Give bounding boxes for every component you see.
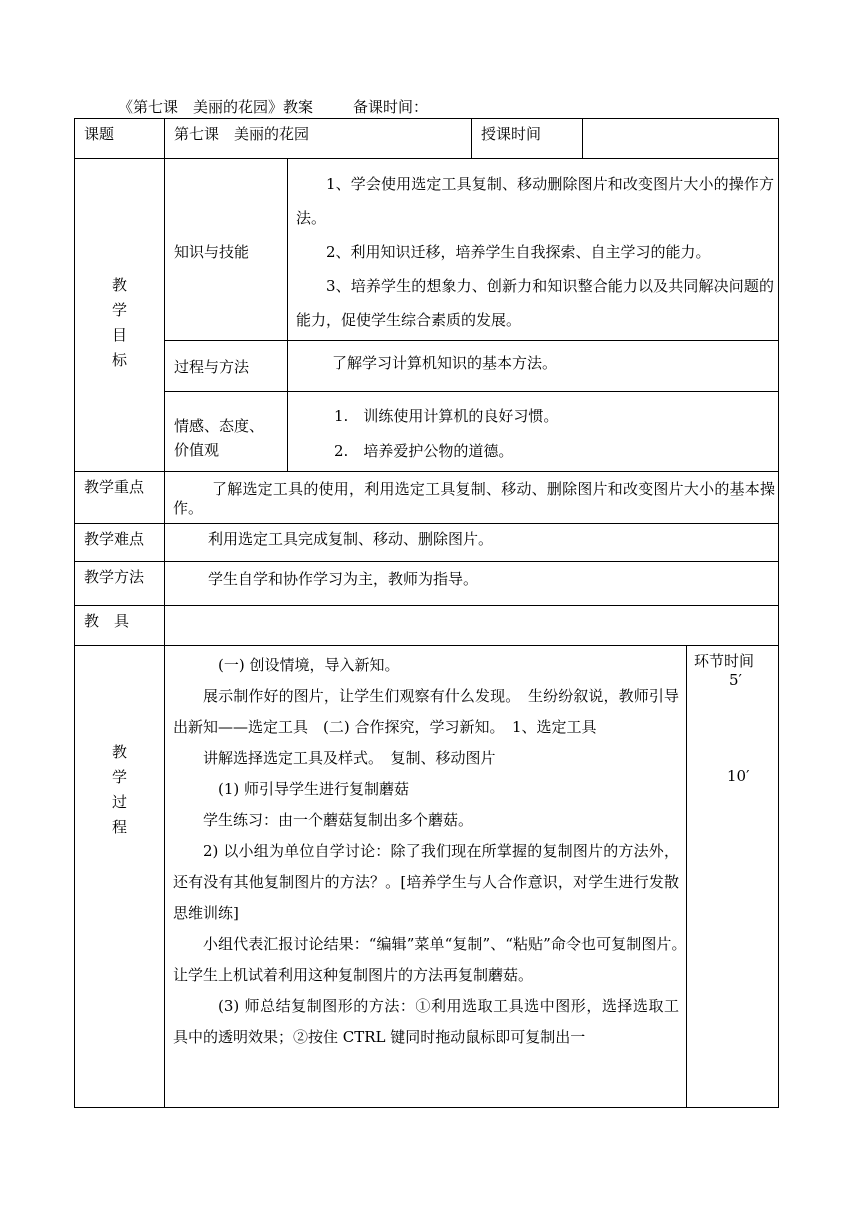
process-label: 过程与方法	[174, 358, 250, 376]
time-value-2: 10′	[727, 767, 750, 785]
process-time-cell	[686, 645, 779, 1108]
prep-time-label: 备课时间：	[353, 98, 429, 116]
key-points-text: 了解选定工具的使用，利用选定工具复制、移动、删除图片和改变图片大小的基本操作。	[173, 480, 775, 517]
process-paragraph: (3) 师总结复制图形的方法：①利用选取工具选中图形，选择选取工具中的透明效果；②按住 CTRL 键同时拖动鼠标即可复制出一	[173, 997, 679, 1046]
methods-label-cell	[74, 561, 164, 605]
knowledge-item: 1、学会使用选定工具复制、移动删除图片和改变图片大小的操作方法。	[296, 175, 774, 227]
emotion-label: 情感、态度、 价值观	[174, 417, 265, 459]
tools-label: 教 具	[84, 612, 130, 630]
objectives-label: 教 学 目 标	[111, 276, 127, 369]
time-value-1: 5′	[729, 671, 742, 689]
knowledge-content-cell	[287, 158, 779, 340]
process-section-content-cell	[164, 645, 695, 1108]
key-points-label: 教学重点	[84, 478, 145, 496]
process-section-label: 教 学 过 程	[111, 743, 127, 836]
topic-value-cell	[164, 118, 471, 158]
tools-label-cell	[74, 605, 164, 645]
document-title: 《第七课 美丽的花园》教案	[118, 98, 314, 116]
document-header	[118, 96, 428, 117]
class-time-label: 授课时间	[481, 125, 542, 143]
methods-text: 学生自学和协作学习为主，教师为指导。	[208, 570, 479, 588]
process-section-label-cell	[74, 645, 164, 1108]
difficulties-label-cell	[74, 523, 164, 561]
emotion-item-1: 1. 训练使用计算机的良好习惯。	[334, 407, 559, 425]
process-paragraph: 2) 以小组为单位自学讨论：除了我们现在所掌握的复制图片的方法外，还有没有其他复制图片的方法？。[培养学生与人合作意识，对学生进行发散思维训练]	[173, 842, 679, 922]
objectives-label-cell	[74, 158, 164, 471]
emotion-content-cell	[287, 391, 779, 471]
topic-label: 课题	[84, 125, 115, 143]
process-paragraph: (1) 师引导学生进行复制蘑菇	[218, 780, 410, 798]
process-paragraph: 讲解选择选定工具及样式。 复制、移动图片	[203, 749, 496, 767]
knowledge-item: 2、利用知识迁移，培养学生自我探索、自主学习的能力。	[326, 243, 711, 261]
key-points-label-cell	[74, 471, 164, 523]
class-time-value-cell	[582, 118, 779, 158]
process-paragraph: 学生练习：由一个蘑菇复制出多个蘑菇。	[203, 811, 474, 829]
process-text: 了解学习计算机知识的基本方法。	[332, 354, 558, 372]
methods-label: 教学方法	[84, 568, 145, 586]
difficulties-label: 教学难点	[84, 530, 145, 548]
process-paragraph: (一) 创设情境，导入新知。	[218, 656, 400, 674]
knowledge-item: 3、培养学生的想象力、创新力和知识整合能力以及共同解决问题的能力，促使学生综合素质的发展。	[296, 277, 774, 329]
difficulties-text: 利用选定工具完成复制、移动、删除图片。	[208, 530, 494, 548]
topic-label-cell	[74, 118, 164, 158]
class-time-label-cell	[471, 118, 582, 158]
difficulties-content-cell	[164, 523, 779, 561]
emotion-label-cell	[164, 391, 287, 471]
knowledge-items	[296, 167, 774, 337]
emotion-item-2: 2. 培养爱护公物的道德。	[334, 442, 514, 460]
process-paragraph: 小组代表汇报讨论结果：“编辑”菜单“复制”、“粘贴”命令也可复制图片。 让学生上机试着利用这种复制图片的方法再复制蘑菇。	[173, 935, 695, 984]
knowledge-label: 知识与技能	[174, 243, 250, 261]
process-content-cell	[287, 340, 779, 391]
methods-content-cell	[164, 561, 779, 605]
process-paragraph: 展示制作好的图片，让学生们观察有什么发现。 生纷纷叙说，教师引导出新知——选定工具 (二) 合作探究，学习新知。 1、选定工具	[173, 687, 679, 736]
key-points-content-cell	[164, 471, 779, 523]
tools-content-cell	[164, 605, 779, 645]
topic-value: 第七课 美丽的花园	[174, 125, 310, 143]
time-header: 环节时间	[694, 652, 755, 670]
process-label-cell	[164, 340, 287, 391]
knowledge-label-cell	[164, 158, 287, 340]
process-paragraphs	[173, 650, 695, 1053]
